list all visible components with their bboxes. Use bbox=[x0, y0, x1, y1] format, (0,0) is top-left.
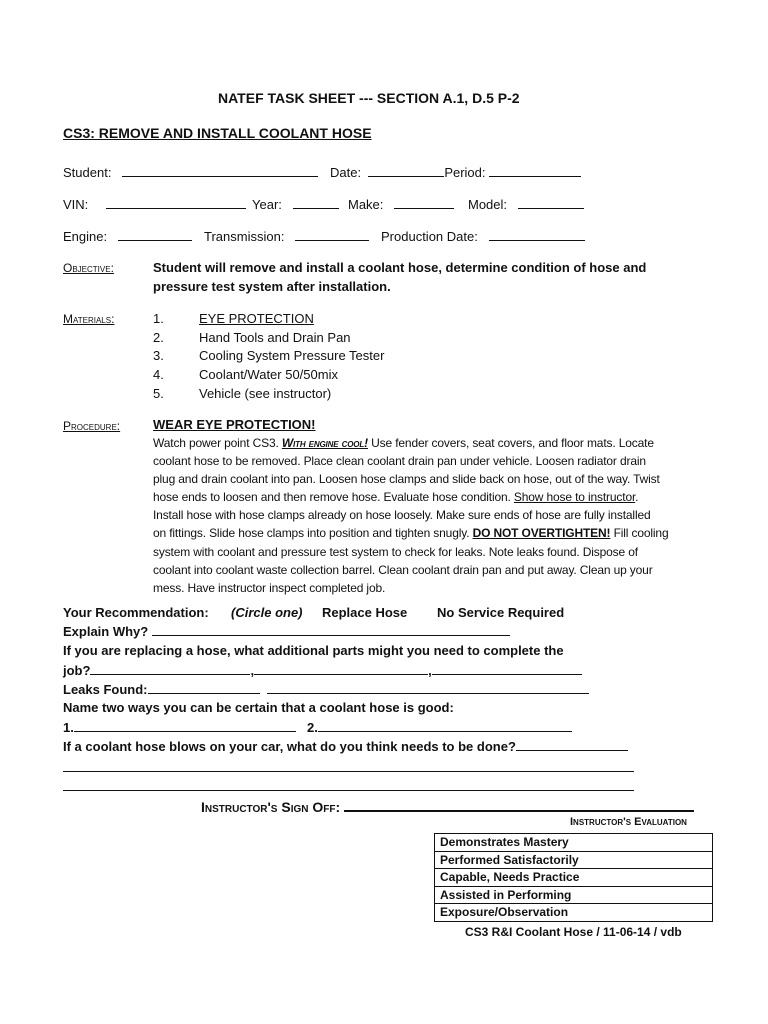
leaks-found-field[interactable]: Leaks Found: bbox=[63, 681, 589, 697]
material-num-4: 4. bbox=[153, 367, 164, 382]
material-item-5: Vehicle (see instructor) bbox=[199, 386, 332, 401]
table-row bbox=[435, 834, 713, 852]
objective-line-2: pressure test system after installation. bbox=[153, 279, 391, 294]
page-title: NATEF TASK SHEET --- SECTION A.1, D.5 P-2 bbox=[218, 90, 520, 106]
explain-why-field[interactable]: Explain Why? bbox=[63, 623, 510, 639]
option-replace-hose[interactable]: Replace Hose bbox=[322, 605, 408, 620]
table-row bbox=[435, 886, 713, 904]
way-1-field[interactable]: 1. bbox=[63, 719, 296, 735]
evaluation-table bbox=[434, 833, 713, 922]
circle-one-note: (Circle one) bbox=[231, 605, 303, 620]
material-num-2: 2. bbox=[153, 330, 164, 345]
eval-exposure-observation[interactable]: Exposure/Observation bbox=[435, 904, 713, 922]
parts-field[interactable]: job? , , bbox=[63, 662, 582, 678]
engine-field[interactable]: Engine: bbox=[63, 228, 192, 244]
procedure-label: Procedure: bbox=[63, 419, 121, 433]
material-item-3: Cooling System Pressure Tester bbox=[199, 348, 385, 363]
procedure-heading: WEAR EYE PROTECTION! bbox=[153, 417, 316, 432]
material-item-2: Hand Tools and Drain Pan bbox=[199, 330, 351, 345]
footer-reference: CS3 R&I Coolant Hose / 11-06-14 / vdb bbox=[465, 925, 682, 939]
material-item-4: Coolant/Water 50/50mix bbox=[199, 367, 338, 382]
table-row bbox=[435, 851, 713, 869]
objective-label: Objective: bbox=[63, 261, 114, 275]
student-field[interactable]: Student: bbox=[63, 164, 318, 180]
recommendation-label: Your Recommendation: bbox=[63, 605, 209, 620]
materials-label: Materials: bbox=[63, 312, 115, 326]
transmission-field[interactable]: Transmission: bbox=[204, 228, 369, 244]
material-num-1: 1. bbox=[153, 311, 164, 326]
instructor-sign-off[interactable]: Instructor's Sign Off: bbox=[201, 797, 694, 815]
table-row bbox=[435, 869, 713, 887]
eval-demonstrates-mastery[interactable]: Demonstrates Mastery bbox=[435, 834, 713, 852]
material-num-5: 5. bbox=[153, 386, 164, 401]
material-num-3: 3. bbox=[153, 348, 164, 363]
date-field[interactable]: Date: Period: bbox=[330, 164, 581, 180]
production-date-field[interactable]: Production Date: bbox=[381, 228, 585, 244]
model-field[interactable]: Model: bbox=[468, 196, 584, 212]
evaluation-title: Instructor's Evaluation bbox=[570, 816, 687, 828]
make-field[interactable]: Make: bbox=[348, 196, 454, 212]
objective-line-1: Student will remove and install a coolant hose, determine condition of hose and bbox=[153, 260, 647, 275]
two-ways-question: Name two ways you can be certain that a coolant hose is good: bbox=[63, 700, 454, 715]
coolant-blows-field[interactable]: If a coolant hose blows on your car, what do you think needs to be done? bbox=[63, 738, 628, 754]
eval-performed-satisfactorily[interactable]: Performed Satisfactorily bbox=[435, 851, 713, 869]
option-no-service[interactable]: No Service Required bbox=[437, 605, 565, 620]
way-2-field[interactable]: 2. bbox=[307, 719, 572, 735]
year-field[interactable]: Year: bbox=[252, 196, 339, 212]
eval-capable-needs-practice[interactable]: Capable, Needs Practice bbox=[435, 869, 713, 887]
parts-question: If you are replacing a hose, what additional parts might you need to complete the bbox=[63, 643, 564, 658]
procedure-text: Watch power point CS3. With engine cool! Use fender covers, seat covers, and floor mats. Locate coolant hose to be removed. Place clean coolant drain pan under vehicle. Loosen radiator drain plug and drain coolant into pan. Loosen hose clamps and slide back on hose, out of the way. Twist hose ends to loosen and then remove hose. Evaluate hose condition. Show hose to instructor. Install hose with hose clamps already on hose loosely. Make sure ends of hose are fully installed on fittings. Slide hose clamps into position and tighten snugly. DO NOT OVERTIGHTEN! Fill cooling system with coolant and pressure test system to check for leaks. Note leaks found. Dispose of coolant into coolant waste collection barrel. Clean coolant drain pan and put away. Clean up your mess. Have instructor inspect completed job. bbox=[153, 436, 669, 595]
answer-line-2[interactable] bbox=[63, 776, 634, 791]
table-row bbox=[435, 904, 713, 922]
task-title: CS3: REMOVE AND INSTALL COOLANT HOSE bbox=[63, 125, 372, 141]
eval-assisted-in-performing[interactable]: Assisted in Performing bbox=[435, 886, 713, 904]
material-item-1: EYE PROTECTION bbox=[199, 311, 314, 326]
vin-field[interactable]: VIN: bbox=[63, 196, 246, 212]
answer-line-1[interactable] bbox=[63, 757, 634, 772]
